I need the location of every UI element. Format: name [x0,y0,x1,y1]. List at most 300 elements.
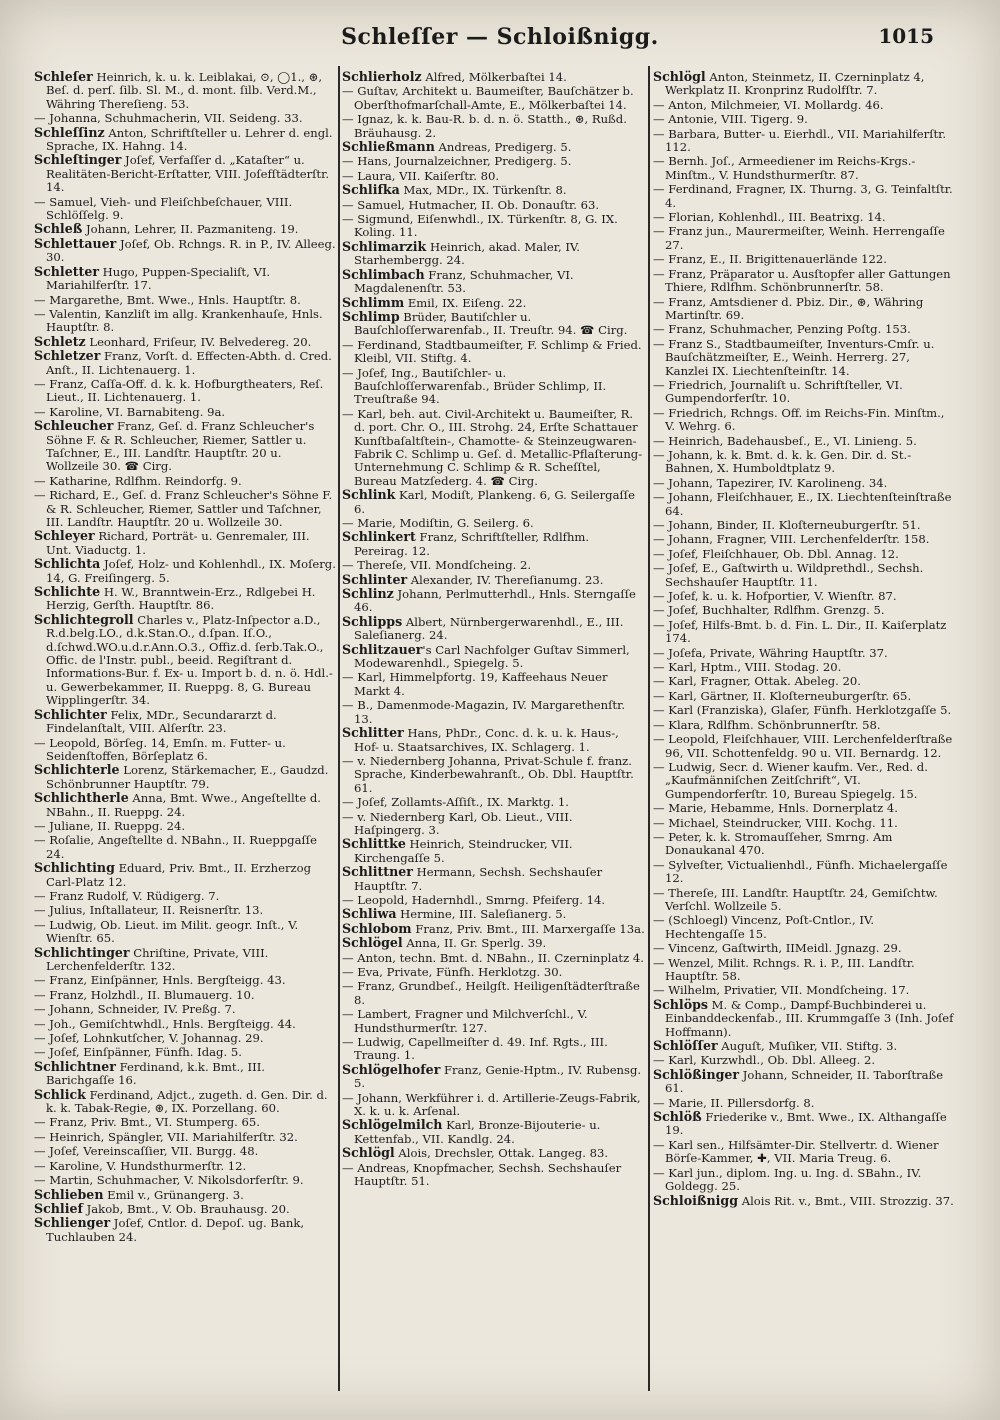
directory-entry [653,112,956,126]
directory-entry [653,98,956,112]
entry-surname: Schletzer [34,348,101,364]
entry-details: Franz, Genie-Hptm., IV. Rubensg. 5. [354,1062,642,1091]
entry-details: — Johanna, Schuhmacherin, VII. Seideng. 33. [34,111,303,126]
directory-entry [342,837,645,865]
directory-entry [653,476,956,490]
entry-details: Emil v., Grünangerg. 3. [103,1187,244,1202]
entry-details: Alois, Drechsler, Ottak. Langeg. 83. [394,1146,609,1161]
entry-details: — Roſalie, Angeſtellte d. NBahn., II. Rueppgaſſe 24. [34,833,317,861]
directory-entry [653,490,956,518]
entry-details: — Joſef, Fleiſchhauer, Ob. Dbl. Annag. 12. [653,546,899,561]
entry-surname: Schlöſſer [653,1038,718,1054]
entry-details: — Hans, Journalzeichner, Predigerg. 5. [342,154,572,169]
directory-entry [34,1031,336,1045]
entry-surname: Schlichtegroll [34,611,134,627]
entry-details: — Karl, Himmelpfortg. 19, Kaffeehaus Neuer Markt 4. [342,670,608,698]
directory-entry [653,322,956,336]
entry-details: — Joh., Gemiſchtwhdl., Hnls. Bergſteigg. 44. [34,1016,296,1031]
directory-entry [34,763,336,791]
entry-details: — Thereſe, VII. Mondſcheing. 2. [342,558,532,573]
directory-entry [34,1216,336,1244]
entry-surname: Schlimm [342,294,405,310]
entry-surname: Schlinkert [342,529,416,545]
entry-surname: Schlief [34,1200,83,1216]
directory-entry [653,603,956,617]
entry-details: Joſef, Holz- und Kohlenhdl., IX. Moſerg. 14, G. Freiſingerg. 5. [46,557,336,585]
entry-details: Leonhard, Friſeur, IV. Belvedereg. 20. [85,334,312,349]
entry-details: — Wenzel, Milit. Rchngs. R. i. P., III. Landſtr. Hauptſtr. 58. [653,955,915,983]
entry-surname: Schlimarzik [342,238,427,254]
entry-details: Hermann, Sechsh. Sechshauſer Hauptſtr. 7. [354,865,603,893]
directory-entry [34,1060,336,1088]
directory-entry [342,407,645,488]
directory-entry [34,819,336,833]
entry-surname: Schlittke [342,836,406,852]
entry-surname: Schlichting [34,860,115,876]
entry-details: Felix, MDr., Secundararzt d. Findelanſtalt, VIII. Alſerſtr. 23. [46,707,277,736]
entry-details: — Heinrich, Spängler, VII. Mariahilferſtr. 32. [34,1129,298,1144]
entry-details: — Ignaz, k. k. Bau-R. b. d. n. ö. Statth., ⊛, Rußd. Bräuhausg. 2. [342,112,627,140]
directory-entry [653,406,956,434]
directory-entry [342,140,645,154]
directory-entry [342,1146,645,1160]
entry-details: Charles v., Platz-Inſpector a.D., R.d.belg.LO., d.k.Stan.O., d.ſpan. Iſ.O., d.ſchwd.WO.u.d.r.Ann.O.3., Offiz.d. ſerb.Tak.O., Offic. de l'Instr. publ., beeid. Regiſtrant d. Informations-Bur. f. Ex- u. Import b. d. n. ö. Hdl.- u. Gewerbekammer, II. Rueppg. 8, G. Bureau Wipplingerſtr. 34. [46,612,333,708]
entry-details: Eduard, Priv. Bmt., II. Erzherzog Carl-Platz 12. [46,861,312,889]
page-header [0,22,1000,56]
entry-details: — Joſef, k. u. k. Hofportier, V. Wienſtr. 87. [653,589,897,604]
directory-entry [342,338,645,366]
entry-details: Anton, Steinmetz, II. Czerninplatz 4, Werkplatz II. Kronprinz Rudolfſtr. 7. [665,70,925,98]
entry-details: — Franz, Caſſa-Off. d. k. k. Hofburgtheaters, Reſ. Lieut., II. Lichtenauerg. 1. [34,376,324,405]
directory-entry [34,861,336,889]
directory-entry [653,956,956,984]
entry-details: — Karl, Hptm., VIII. Stodag. 20. [653,660,842,675]
entry-details: Hans, PhDr., Conc. d. k. u. k. Haus-, Hof- u. Staatsarchives, IX. Schlagerg. 1. [354,726,619,754]
entry-surname: Schlifka [342,182,400,198]
directory-entry [34,335,336,349]
directory-entry [653,1194,956,1208]
entry-surname: Schliwa [342,906,397,922]
entry-surname: Schlichtherle [34,790,129,806]
entry-details: H. W., Branntwein-Erz., Rdlgebei H. Herzig, Gerſth. Hauptſtr. 86. [46,585,316,613]
directory-entry [34,1088,336,1116]
entry-details: — Franz Rudolf, V. Rüdigerg. 7. [34,888,220,903]
directory-column-3 [653,70,956,1395]
entry-surname: Schlinter [342,571,408,587]
entry-details: Max, MDr., IX. Türkenſtr. 8. [399,183,567,198]
entry-details: Emil, IX. Eiſeng. 22. [404,295,527,310]
directory-entry [653,154,956,182]
directory-column-2 [342,70,645,1395]
directory-entry [342,865,645,893]
directory-entry [653,760,956,801]
entry-details: — Sylveſter, Victualienhdl., Fünfh. Michaelergaſſe 12. [653,857,948,886]
directory-entry [342,587,645,615]
directory-entry [653,210,956,224]
directory-entry [653,703,956,717]
entry-details: — Johann, k. k. Bmt. d. k. k. Gen. Dir. d. St.-Bahnen, X. Humboldtplatz 9. [653,447,912,476]
entry-details: Joſef, Cntlor. d. Depoſ. ug. Bank, Tuchlauben 24. [46,1216,305,1244]
directory-entry [653,267,956,295]
entry-surname: Schlitter [342,725,404,741]
entry-details: — Johann, Fragner, VIII. Lerchenfelderſtr. 158. [653,532,930,547]
entry-details: — Johann, Fleiſchhauer, E., IX. Liechtenſteinſtraße 64. [653,490,952,518]
entry-details: — Florian, Kohlenhdl., III. Beatrixg. 14. [653,210,886,225]
directory-entry [653,618,956,646]
entry-surname: Schlipps [342,613,403,629]
directory-entry [34,585,336,613]
directory-entry [342,810,645,838]
entry-details: — Bernh. Joſ., Armeediener im Reichs-Krgs.-Minſtm., V. Hundsthurmerſtr. 87. [653,154,916,182]
directory-entry [34,349,336,377]
directory-entry [653,689,956,703]
directory-entry [34,1173,336,1187]
entry-surname: Schlichtinger [34,944,130,960]
entry-details: — Joſefa, Private, Währing Hauptſtr. 37. [653,645,888,660]
directory-entry [342,1091,645,1119]
entry-details: — Franz jun., Maurermeiſter, Weinh. Herrengaſſe 27. [653,224,945,252]
entry-details: — Samuel, Vieh- und Fleiſchbeſchauer, VIII. Schlöſſelg. 9. [34,194,293,223]
directory-entry [342,112,645,140]
entry-details: Franz, Priv. Bmt., III. Marxergaſſe 13a. [411,921,645,936]
entry-details: — Marie, II. Pillersdorfg. 8. [653,1095,815,1110]
entry-details: — Joſef, Ing., Bautiſchler- u. Bauſchloſſerwarenfab., Brüder Schlimp, II. Treuſtraße 94. [342,365,607,407]
entry-details: Chriſtine, Private, VIII. Lerchenfelderſtr. 132. [46,945,269,973]
entry-surname: Schlögelhofer [342,1061,441,1077]
directory-entry [34,307,336,335]
directory-entry [34,903,336,917]
entry-details: Heinrich, akad. Maler, IV. Starhembergg. 24. [354,239,580,268]
entry-details: Johann, Lehrer, II. Pazmaniteng. 19. [82,222,299,237]
entry-details: — Friedrich, Rchngs. Off. im Reichs-Fin. Minſtm., V. Wehrg. 6. [653,405,945,434]
entry-surname: Schlöps [653,996,708,1012]
entry-details: — Joſef, Vereinscaſſier, VII. Burgg. 48. [34,1144,259,1159]
entry-details: M. & Comp., Dampf-Buchbinderei u. Einbanddeckenfab., III. Krummgaſſe 3 (Inh. Joſef Hoffmann). [665,997,954,1039]
directory-entry [34,293,336,307]
entry-details: — Karoline, V. Hundsthurmerſtr. 12. [34,1158,247,1173]
directory-entry [653,646,956,660]
directory-entry [342,1063,645,1091]
entry-surname: Schleſer [34,70,93,84]
entry-details: — Wilhelm, Privatier, VII. Mondſcheing. 17. [653,983,910,998]
entry-details: — Anton, techn. Bmt. d. NBahn., II. Czerninplatz 4. [342,950,644,965]
directory-entry [653,378,956,406]
entry-surname: Schlimp [342,308,400,324]
entry-details: — Johann, Schneider, IV. Preßg. 7. [34,1002,236,1017]
entry-details: — Franz, Holzhdl., II. Blumauerg. 10. [34,987,255,1002]
entry-details: — Karl, Gärtner, II. Kloſterneuburgerſtr. 65. [653,688,912,703]
entry-details: — Johann, Tapezirer, IV. Karolineng. 34. [653,475,888,490]
directory-entry [653,127,956,155]
entry-details: — Julius, Inſtallateur, II. Reisnerſtr. 13. [34,903,264,918]
entry-details: Karl, Bronze-Bijouterie- u. Kettenfab., VII. Kandlg. 24. [354,1118,601,1146]
directory-entry [342,169,645,183]
directory-entry [342,670,645,698]
column-divider [338,66,340,1391]
entry-details: — Heinrich, Badehausbeſ., E., VI. Linieng. 5. [653,433,917,448]
directory-entry [342,922,645,936]
entry-details: — Peter, k. k. Stromauſſeher, Smrng. Am Donaukanal 470. [653,829,893,858]
directory-entry [342,366,645,407]
entry-details: — Michael, Steindrucker, VIII. Kochg. 11. [653,815,898,830]
entry-surname: Schlobom [342,920,412,936]
entry-details: — Franz, Präparator u. Ausſtopfer aller Gattungen Thiere, Rdlfhm. Schönbrunnerſtr. 58. [653,266,951,295]
entry-details: — Vincenz, Gaſtwirth, IIMeidl. Jgnazg. 29. [653,941,902,956]
entry-details: Karl, Modiſt, Plankeng. 6, G. Seilergaſſe 6. [354,488,635,516]
directory-entry [653,941,956,955]
entry-surname: Schletz [34,333,86,349]
entry-details: — Franz S., Stadtbaumeiſter, Inventurs-Cmſr. u. Bauſchätzmeiſter, E., Weinh. Herrerg. 27, Kanzlei IX. Liechtenſteinſtr. 14. [653,336,935,378]
entry-details: Heinrich, Steindrucker, VII. Kirchengaſſe 5. [354,837,573,865]
entry-surname: Schleyer [34,528,95,544]
directory-entry [342,893,645,907]
entry-details: — Andreas, Knopfmacher, Sechsh. Sechshauſer Hauptſtr. 51. [342,1160,622,1189]
entry-details: — Juliane, II. Rueppg. 24. [34,818,186,833]
directory-entry [342,488,645,516]
directory-entry [342,240,645,268]
directory-entry [34,1045,336,1059]
directory-entry [653,1110,956,1138]
directory-entry [653,224,956,252]
directory-entry [342,726,645,754]
directory-entry [653,182,956,210]
directory-entry [34,222,336,236]
entry-details: — Barbara, Butter- u. Eierhdl., VII. Mariahilferſtr. 112. [653,126,947,155]
entry-surname: Schlinz [342,586,394,602]
directory-entry [34,529,336,557]
directory-entry [653,1053,956,1067]
directory-entry [34,111,336,125]
entry-surname: Schlichte [34,584,101,600]
directory-entry [653,816,956,830]
entry-details: — Guſtav, Architekt u. Baumeiſter, Bauſchätzer b. Oberſthofmarſchall-Amte, E., Mölkerbaſtei 14. [342,84,634,112]
directory-entry [34,918,336,946]
directory-entry [34,988,336,1002]
entry-details: — Joſef, Hilfs-Bmt. b. d. Fin. L. Dir., II. Kaiſerplatz 174. [653,617,947,646]
directory-entry [653,886,956,914]
entry-details: — Johann, Werkführer i. d. Artillerie-Zeugs-Fabrik, X. k. u. k. Arſenal. [342,1090,641,1119]
directory-entry [342,936,645,950]
entry-surname: Schletter [34,263,99,279]
entry-details: — Friedrich, Journaliſt u. Schriftſteller, VI. Gumpendorferſtr. 10. [653,377,903,406]
entry-surname: Schlößinger [653,1066,740,1082]
entry-details: — Karl (Franziska), Glaſer, Fünfh. Herklotzgaſſe 5. [653,703,952,718]
directory-entry [653,1166,956,1194]
directory-entry [34,405,336,419]
directory-entry [342,965,645,979]
entry-surname: Schlienger [34,1215,111,1231]
entry-details: — Marie, Modiſtin, G. Seilerg. 6. [342,516,534,530]
entry-details: Jakob, Bmt., V. Ob. Brauhausg. 20. [82,1201,290,1216]
entry-details: — v. Niedernberg Johanna, Privat-Schule f. franz. Sprache, Kinderbewahranſt., Ob. Dbl. Hauptſtr. 61. [342,753,634,795]
directory-entry [342,310,645,338]
directory-entry [342,643,645,671]
directory-entry [653,830,956,858]
entry-details: Franz, Schriftſteller, Rdlfhm. Pereirag. 12. [354,530,590,558]
entry-surname: Schlierholz [342,70,422,84]
directory-entry [653,589,956,603]
entry-details: — Leopold, Fleiſchhauer, VIII. Lerchenfelderſtraße 96, VII. Schottenfeldg. 90 u. VII. Bernardg. 12. [653,732,953,760]
entry-details: — Ferdinand, Stadtbaumeiſter, F. Schlimp & Fried. Kleibl, VII. Stiftg. 4. [342,337,642,366]
directory-entry [342,795,645,809]
directory-entry [34,1002,336,1016]
directory-entry [653,434,956,448]
directory-entry [34,265,336,293]
directory-entry [34,377,336,405]
entry-details: Anna, II. Gr. Sperlg. 39. [402,936,547,951]
entry-details: Joſef, Verfaſſer d. „Kataſter“ u. Realitäten-Bericht-Erſtatter, VIII. Joſefſtädterſtr. 14. [46,153,330,195]
entry-details: — Karoline, VI. Barnabiteng. 9a. [34,404,226,419]
directory-entry [653,532,956,546]
entry-details: Franz, Vorſt. d. Effecten-Abth. d. Cred. Anſt., II. Lichtenauerg. 1. [46,349,332,377]
entry-details: — Thereſe, III. Landſtr. Hauptſtr. 24, Gemiſchtw. Verſchl. Wollzeile 5. [653,885,938,913]
directory-entry [653,718,956,732]
directory-entry [342,979,645,1007]
directory-entry [342,183,645,197]
directory-entry [34,1017,336,1031]
directory-column-1 [34,70,336,1395]
entry-details: — v. Niedernberg Karl, Ob. Lieut., VIII. Haſpingerg. 3. [342,809,573,837]
directory-entry [34,973,336,987]
entry-details: Anna, Bmt. Wwe., Angeſtellte d. NBahn., II. Rueppg. 24. [46,791,321,819]
entry-details: — Karl, Kurzwhdl., Ob. Dbl. Alleeg. 2. [653,1053,876,1068]
directory-entry [34,488,336,529]
entry-details: — Ludwig, Capellmeiſter d. 49. Inf. Rgts., III. Traung. 1. [342,1035,608,1063]
entry-surname: Schlöß [653,1109,702,1125]
entry-details: — Joſef, E., Gaſtwirth u. Wildprethdl., Sechsh. Sechshauſer Hauptſtr. 11. [653,561,924,589]
entry-details: — Franz, Amtsdiener d. Pbiz. Dir., ⊛, Währing Martinſtr. 69. [653,294,924,322]
directory-entry [34,791,336,819]
entry-details: Hugo, Puppen-Specialiſt, VI. Mariahilferſtr. 17. [46,264,271,293]
directory-entry [342,268,645,296]
entry-details: — Eva, Private, Fünfh. Herklotzg. 30. [342,965,563,979]
directory-entry [342,1118,645,1146]
entry-details: Alexander, IV. Thereſianumg. 23. [407,572,604,587]
entry-details: Heinrich, k. u. k. Leiblakai, ⊙, ◯1., ⊛, Beſ. d. perſ. ſilb. Sl. M., d. mont. ſilb. Verd.M., Währing Thereſieng. 53. [46,70,323,111]
entry-surname: Schleß [34,221,83,237]
entry-details: Brüder, Bautiſchler u. Bauſchloſſerwarenfab., II. Treuſtr. 94. ☎ Cirg. [354,309,628,338]
directory-entry [342,951,645,965]
directory-entry [653,801,956,815]
directory-entry [653,1039,956,1053]
directory-entry [653,337,956,378]
directory-entry [34,708,336,736]
entry-details: Ferdinand, Adjct., zugeth. d. Gen. Dir. d. k. k. Tabak-Regie, ⊛, IX. Porzellang. 60. [46,1087,328,1116]
directory-entry [34,1159,336,1173]
directory-entry [342,1035,645,1063]
entry-details: Auguſt, Muſiker, VII. Stiftg. 3. [717,1039,898,1054]
directory-entry [653,983,956,997]
entry-surname: Schlögl [342,1145,395,1161]
directory-entry [342,296,645,310]
directory-entry [342,70,645,84]
directory-entry [342,212,645,240]
directory-entry [342,907,645,921]
directory-entry [653,660,956,674]
directory-entry [34,736,336,764]
directory-entry [34,70,336,111]
entry-details: — Ferdinand, Fragner, IX. Thurng. 3, G. Teinfaltſtr. 4. [653,182,953,210]
directory-entry [34,474,336,488]
entry-details: Alfred, Mölkerbaſtei 14. [421,70,567,84]
directory-entry [653,1138,956,1166]
entry-details: Ferdinand, k.k. Bmt., III. Barichgaſſe 16. [46,1059,265,1088]
directory-entry [34,419,336,474]
directory-entry [342,1161,645,1189]
entry-details: — Martin, Schuhmacher, V. Nikolsdorferſtr. 9. [34,1173,304,1188]
directory-entry [653,518,956,532]
entry-details: — Klara, Rdlfhm. Schönbrunnerſtr. 58. [653,717,881,732]
entry-details: — Marie, Hebamme, Hnls. Dornerplatz 4. [653,801,898,816]
directory-entry [34,833,336,861]
entry-surname: Schlichter [34,706,107,722]
directory-entry [342,154,645,168]
entry-details: — Ludwig, Ob. Lieut. im Milit. geogr. Inſt., V. Wienſtr. 65. [34,917,299,946]
entry-details: — Franz, Einſpänner, Hnls. Bergſteigg. 43. [34,973,286,988]
entry-surname: Schleſtinger [34,152,122,168]
directory-entry [653,252,956,266]
directory-entry [34,195,336,223]
entry-details: — Karl, beh. aut. Civil-Architekt u. Baumeiſter, R. d. port. Chr. O., III. Strohg. 24, Erſte Schattauer Kunſtbaſaltſtein-, Chamotte- & Steinzeugwaren-Fabrik C. Schlimp u. Geſ. d. Metallic-Pflaſterung-Unternehmung C. Schlimp & R. Scheſſtel, Bureau Matzſederg. 4. ☎ Cirg. [342,406,643,488]
entry-surname: Schlögel [342,935,403,951]
directory-entry [342,558,645,572]
directory-entry [34,1202,336,1216]
entry-details: — Leopold, Hadernhdl., Smrng. Pfeiferg. 14. [342,892,606,907]
entry-surname: Schlick [34,1086,86,1102]
entry-surname: Schlichterle [34,762,120,778]
entry-details: Andreas, Predigerg. 5. [434,140,572,155]
entry-details: — Johann, Binder, II. Kloſterneuburgerſtr. 51. [653,518,921,532]
entry-surname: Schließmann [342,139,435,155]
entry-surname: Schlittner [342,864,413,880]
directory-entry [342,516,645,530]
directory-entry [653,547,956,561]
directory-entry [34,126,336,154]
directory-entry [342,84,645,112]
directory-entry [34,557,336,585]
directory-entry [34,153,336,194]
entry-details: Franz, Schuhmacher, VI. Magdalenenſtr. 53. [354,267,574,296]
page-title: Schleſſer — Schloißnigg. [341,24,659,50]
directory-entry [342,698,645,726]
entry-details: — Franz, Priv. Bmt., VI. Stumperg. 65. [34,1115,260,1130]
entry-surname: Schlieben [34,1186,104,1202]
directory-entry [342,1007,645,1035]
entry-details: Johann, Perlmutterhdl., Hnls. Sterngaſſe 46. [354,587,636,615]
directory-entry [342,530,645,558]
entry-details: 's Carl Nachfolger Guſtav Simmerl, Modewarenhdl., Spiegelg. 5. [354,642,630,671]
entry-surname: Schleſſinz [34,124,105,140]
entry-details: — Anton, Milchmeier, VI. Mollardg. 46. [653,97,884,112]
entry-details: — Karl, Fragner, Ottak. Abeleg. 20. [653,674,861,689]
directory-entry [653,561,956,589]
directory-entry [34,1130,336,1144]
entry-details: Albert, Nürnbergerwarenhdl., E., III. Saleſianerg. 24. [354,614,624,643]
column-divider [648,66,650,1391]
entry-details: Hermine, III. Saleſianerg. 5. [396,907,567,922]
entry-details: — Margarethe, Bmt. Wwe., Hnls. Hauptſtr. 8. [34,292,301,307]
directory-entry [34,1115,336,1129]
entry-details: Franz, Geſ. d. Franz Schleucher's Söhne F. & R. Schleucher, Riemer, Sattler u. Taſchner, E., III. Landſtr. Hauptſtr. 20 u. Wollzeile 30. ☎ Cirg. [46,419,315,474]
entry-surname: Schlichta [34,556,101,572]
entry-surname: Schleucher [34,418,114,434]
directory-entry [653,1096,956,1110]
entry-details: — Karl jun., diplom. Ing. u. Ing. d. SBahn., IV. Goldegg. 25. [653,1165,922,1194]
directory-entry [653,674,956,688]
directory-entry [342,198,645,212]
entry-surname: Schlögelmilch [342,1117,443,1133]
entry-details: — Sigmund, Eiſenwhdl., IX. Türkenſtr. 8, G. IX. Koling. 11. [342,212,618,240]
